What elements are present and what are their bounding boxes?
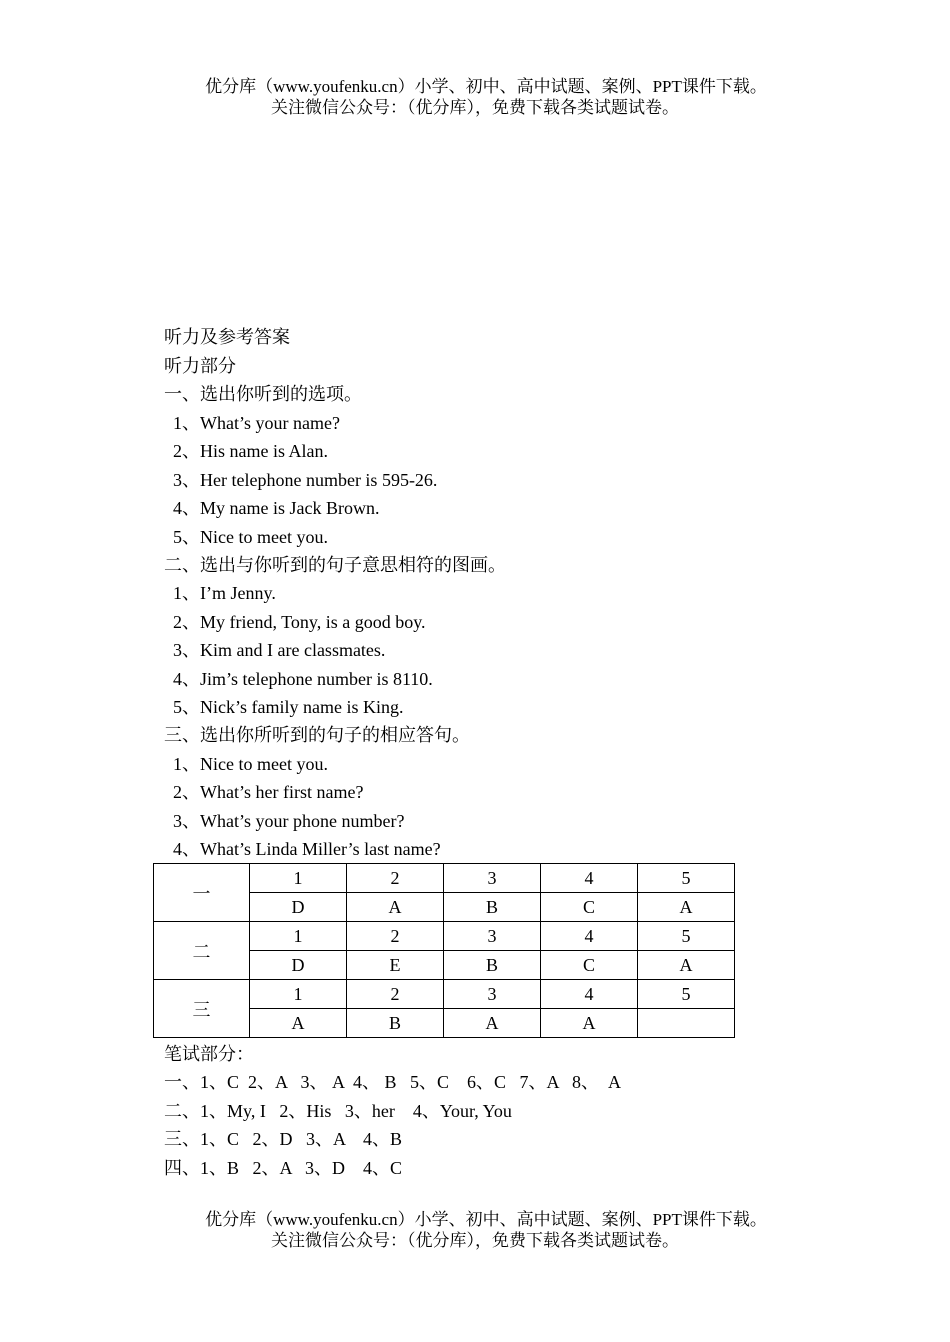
footer-line-1: 优分库（www.youfenku.cn）小学、初中、高中试题、案例、PPT课件下载。 <box>205 1210 767 1229</box>
table-row <box>154 922 735 951</box>
number-cell: 5 <box>638 864 735 893</box>
answer-cell <box>638 1009 735 1038</box>
section-label: 三 <box>154 980 250 1038</box>
written-answer-line: 三、1、C 2、D 3、A 4、B <box>164 1129 403 1149</box>
written-answer-line: 一、1、C 2、A 3、 A 4、 B 5、C 6、C 7、A 8、 A <box>164 1072 622 1092</box>
number-cell: 5 <box>638 980 735 1009</box>
part2-item: 3、Kim and I are classmates. <box>173 640 386 660</box>
number-cell: 4 <box>541 922 638 951</box>
part1-item: 2、His name is Alan. <box>173 441 328 461</box>
answer-table <box>153 863 735 1038</box>
part2-item: 2、My friend, Tony, is a good boy. <box>173 612 426 632</box>
answer-cell: A <box>250 1009 347 1038</box>
number-cell: 3 <box>444 922 541 951</box>
part3-item: 3、What’s your phone number? <box>173 811 405 831</box>
number-cell: 5 <box>638 922 735 951</box>
number-cell: 2 <box>347 922 444 951</box>
header-line-2: 关注微信公众号：（优分库），免费下载各类试题试卷。 <box>271 98 679 117</box>
part1-item: 5、Nice to meet you. <box>173 527 328 547</box>
number-cell: 1 <box>250 922 347 951</box>
table-row <box>154 980 735 1009</box>
page-header <box>0 76 950 118</box>
answer-cell: A <box>541 1009 638 1038</box>
section-label: 二 <box>154 922 250 980</box>
footer-line-2: 关注微信公众号：（优分库），免费下载各类试题试卷。 <box>271 1231 679 1250</box>
answer-cell: B <box>444 893 541 922</box>
answer-cell: B <box>444 951 541 980</box>
part3-heading: 三、选出你所听到的句子的相应答句。 <box>164 725 470 745</box>
part3-item: 1、Nice to meet you. <box>173 754 328 774</box>
page-footer <box>0 1209 950 1251</box>
number-cell: 3 <box>444 864 541 893</box>
answer-cell: D <box>250 893 347 922</box>
document-title: 听力及参考答案 <box>164 327 290 347</box>
answer-cell: A <box>347 893 444 922</box>
answer-cell: C <box>541 951 638 980</box>
header-line-1: 优分库（www.youfenku.cn）小学、初中、高中试题、案例、PPT课件下载。 <box>205 77 767 96</box>
answer-cell: A <box>444 1009 541 1038</box>
part1-item: 1、What’s your name? <box>173 413 340 433</box>
part2-item: 5、Nick’s family name is King. <box>173 697 404 717</box>
part2-item: 4、Jim’s telephone number is 8110. <box>173 669 433 689</box>
number-cell: 4 <box>541 980 638 1009</box>
part3-item: 4、What’s Linda Miller’s last name? <box>173 839 441 859</box>
answer-cell: A <box>638 951 735 980</box>
number-cell: 4 <box>541 864 638 893</box>
number-cell: 3 <box>444 980 541 1009</box>
number-cell: 2 <box>347 980 444 1009</box>
part3-item: 2、What’s her first name? <box>173 782 364 802</box>
part1-item: 4、My name is Jack Brown. <box>173 498 380 518</box>
answer-cell: C <box>541 893 638 922</box>
part1-item: 3、Her telephone number is 595-26. <box>173 470 438 490</box>
written-answer-line: 四、1、B 2、A 3、D 4、C <box>164 1158 403 1178</box>
answer-cell: B <box>347 1009 444 1038</box>
written-answer-line: 二、1、My, I 2、His 3、her 4、Your, You <box>164 1101 512 1121</box>
written-heading: 笔试部分： <box>164 1044 254 1064</box>
number-cell: 1 <box>250 864 347 893</box>
number-cell: 1 <box>250 980 347 1009</box>
listening-heading: 听力部分 <box>164 356 236 376</box>
answer-cell: D <box>250 951 347 980</box>
part2-heading: 二、选出与你听到的句子意思相符的图画。 <box>164 555 506 575</box>
table-row <box>154 864 735 893</box>
answer-cell: E <box>347 951 444 980</box>
number-cell: 2 <box>347 864 444 893</box>
section-label: 一 <box>154 864 250 922</box>
part1-heading: 一、选出你听到的选项。 <box>164 384 362 404</box>
part2-item: 1、I’m Jenny. <box>173 583 276 603</box>
answer-cell: A <box>638 893 735 922</box>
